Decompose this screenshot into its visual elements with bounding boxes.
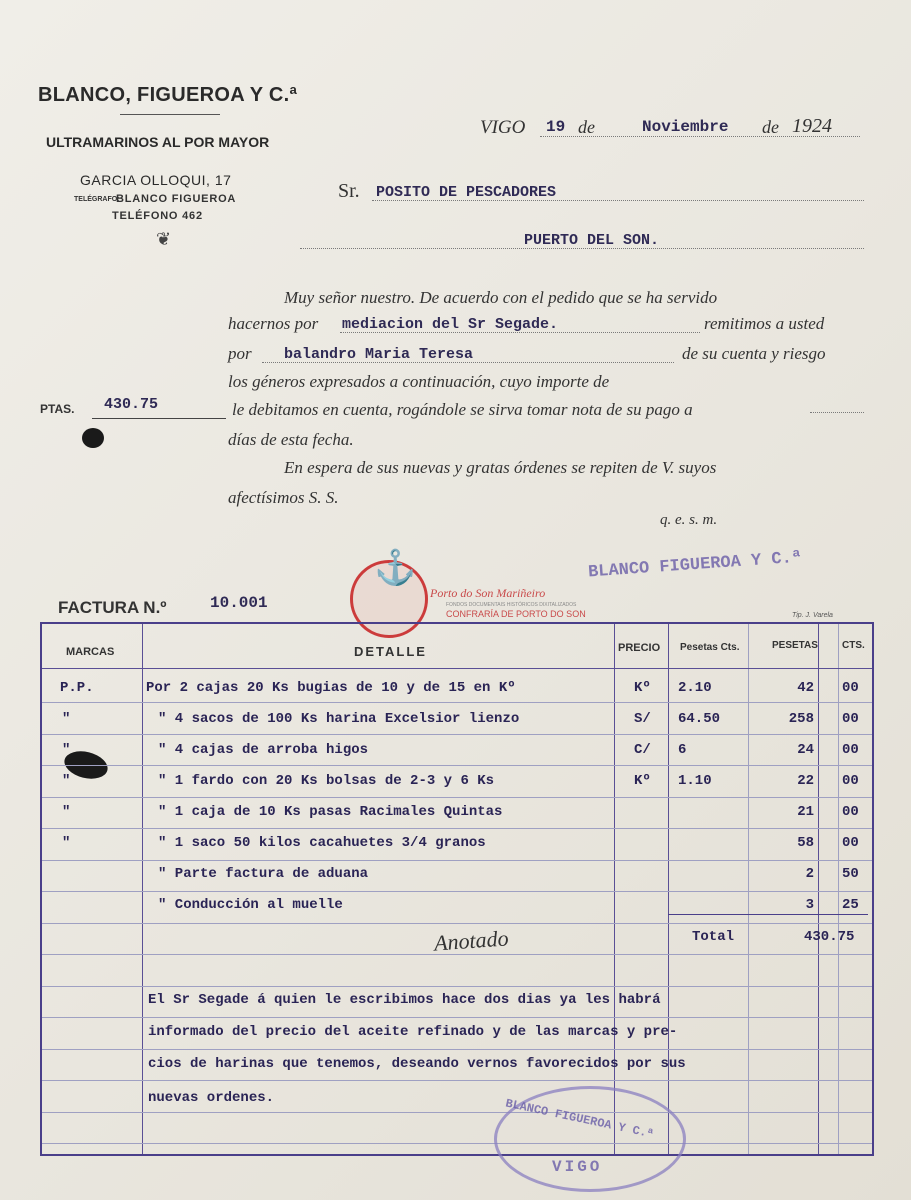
letter-line-7: En espera de sus nuevas y gratas órdenes se repiten de V. suyos bbox=[284, 458, 717, 477]
row-pesetas: 2 bbox=[805, 866, 814, 882]
factura-label: FACTURA N.º bbox=[58, 598, 167, 617]
telegraph-address: BLANCO FIGUEROA bbox=[116, 193, 237, 205]
ruled-line bbox=[42, 1112, 872, 1113]
archive-logo-title: Porto do Son Mariñeiro bbox=[430, 586, 546, 600]
archive-logo-org: CONFRARÍA DE PORTO DO SON bbox=[446, 609, 586, 619]
letter-line-2a: hacernos por bbox=[228, 314, 319, 333]
row-cts: 00 bbox=[842, 711, 859, 727]
ruled-line bbox=[42, 1143, 872, 1144]
row-detalle: " 1 caja de 10 Ks pasas Racimales Quintas bbox=[158, 804, 503, 820]
row-detalle: " Parte factura de aduana bbox=[158, 866, 369, 882]
header-pesetas: PESETAS bbox=[772, 640, 818, 651]
archive-logo-subtitle: FONDOS DOCUMENTAIS HISTÓRICOS DIXITALIZADOS bbox=[446, 602, 577, 608]
letter-line-6: días de esta fecha. bbox=[228, 430, 354, 449]
note-line-4: nuevas ordenes. bbox=[148, 1090, 275, 1106]
note-line-1: El Sr Segade á quien le escribimos hace dos dias ya les habrá bbox=[148, 992, 661, 1008]
letter-qesm: q. e. s. m. bbox=[660, 512, 718, 528]
ruled-line bbox=[42, 860, 872, 861]
letter-line-8: afectísimos S. S. bbox=[228, 488, 339, 507]
row-marca: " bbox=[62, 804, 71, 820]
vessel-dotted-line bbox=[262, 362, 674, 363]
firm-phone: TELÉFONO 462 bbox=[112, 210, 203, 222]
date-city: VIGO bbox=[480, 117, 526, 138]
ruled-line bbox=[42, 765, 872, 766]
printer-credit: Tip. J. Varela bbox=[792, 612, 833, 619]
row-cts: 00 bbox=[842, 742, 859, 758]
recipient-place: PUERTO DEL SON. bbox=[524, 232, 660, 249]
letter-line-3b: de su cuenta y riesgo bbox=[682, 344, 826, 363]
ornament-icon: ❦ bbox=[156, 229, 172, 249]
row-detalle: " Conducción al muelle bbox=[158, 897, 343, 913]
total-label: Total bbox=[692, 929, 735, 945]
ink-stain bbox=[82, 428, 104, 448]
row-detalle: " 1 fardo con 20 Ks bolsas de 2-3 y 6 Ks bbox=[158, 773, 495, 789]
letter-line-1: Muy señor nuestro. De acuerdo con el pedido que se ha servido bbox=[284, 288, 718, 307]
ruled-line bbox=[42, 1080, 872, 1081]
row-detalle: " 4 cajas de arroba higos bbox=[158, 742, 369, 758]
ruled-line bbox=[42, 923, 872, 924]
factura-number: 10.001 bbox=[210, 594, 268, 612]
firm-trade: ULTRAMARINOS AL POR MAYOR bbox=[46, 134, 270, 150]
row-cts: 00 bbox=[842, 773, 859, 789]
column-divider bbox=[614, 624, 615, 1154]
date-month: Noviembre bbox=[642, 118, 729, 136]
note-line-2: informado del precio del aceite refinado y de las marcas y pre- bbox=[148, 1024, 678, 1040]
ruled-line bbox=[42, 1049, 872, 1050]
ptas-amount: 430.75 bbox=[104, 396, 159, 413]
ptas-label: PTAS. bbox=[40, 402, 75, 416]
date-de-2: de bbox=[762, 117, 779, 137]
row-cts: 00 bbox=[842, 804, 859, 820]
row-detalle: Por 2 cajas 20 Ks bugias de 10 y de 15 en Kº bbox=[146, 680, 516, 696]
row-price: 1.10 bbox=[678, 773, 712, 789]
note-line-3: cios de harinas que tenemos, deseando vernos favorecidos por sus bbox=[148, 1056, 686, 1072]
row-marca: P.P. bbox=[60, 680, 94, 696]
ruled-line bbox=[42, 828, 872, 829]
row-pesetas: 24 bbox=[797, 742, 814, 758]
row-cts: 25 bbox=[842, 897, 859, 913]
ruled-line bbox=[42, 797, 872, 798]
header-marcas: MARCAS bbox=[66, 646, 115, 658]
row-pesetas: 42 bbox=[797, 680, 814, 696]
recipient-name: POSITO DE PESCADORES bbox=[376, 184, 557, 201]
ruled-line bbox=[42, 891, 872, 892]
signature-stamp: BLANCO FIGUEROA Y C.ª bbox=[587, 548, 803, 583]
row-cts: 00 bbox=[842, 680, 859, 696]
total-rule bbox=[668, 914, 868, 915]
row-detalle: " 1 saco 50 kilos cacahuetes 3/4 granos bbox=[158, 835, 486, 851]
telegraph-label: TELÉGRAFO: bbox=[74, 196, 120, 203]
ptas-underline bbox=[92, 418, 226, 419]
ruled-line bbox=[42, 1017, 872, 1018]
letter-line-2b: remitimos a usted bbox=[704, 314, 825, 333]
column-divider bbox=[818, 624, 819, 1154]
date-de-1: de bbox=[578, 117, 595, 137]
firm-name: BLANCO, FIGUEROA Y C.ª bbox=[38, 84, 298, 106]
anchor-icon: ⚓ bbox=[374, 549, 417, 587]
header-pesetas-cts: Pesetas Cts. bbox=[680, 642, 740, 653]
row-marca: " bbox=[62, 742, 71, 758]
anotado-handwritten: Anotado bbox=[433, 925, 510, 956]
letter-line-5: le debitamos en cuenta, rogándole se sirva tomar nota de su pago a bbox=[232, 400, 693, 419]
via-dotted-line bbox=[340, 332, 700, 333]
ruled-line bbox=[42, 986, 872, 987]
row-marca: " bbox=[62, 773, 71, 789]
header-precio: PRECIO bbox=[618, 642, 661, 654]
row-cts: 00 bbox=[842, 835, 859, 851]
ruled-line bbox=[42, 702, 872, 703]
row-price: 2.10 bbox=[678, 680, 712, 696]
total-amount: 430.75 bbox=[804, 929, 855, 945]
column-divider bbox=[838, 624, 839, 1154]
invoice-table bbox=[40, 622, 874, 1156]
oval-stamp-top: BLANCO FIGUEROA Y C.ª bbox=[504, 1096, 656, 1142]
letter-line-3a: por bbox=[228, 344, 252, 363]
letter-via: mediacion del Sr Segade. bbox=[342, 316, 559, 333]
place-dotted-line bbox=[300, 248, 864, 249]
date-dotted-line bbox=[540, 136, 860, 137]
row-detalle: " 4 sacos de 100 Ks harina Excelsior lienzo bbox=[158, 711, 520, 727]
days-dotted-line bbox=[810, 412, 864, 413]
column-divider bbox=[748, 624, 749, 1154]
ruled-line bbox=[42, 734, 872, 735]
row-marca: " bbox=[62, 835, 71, 851]
row-pesetas: 58 bbox=[797, 835, 814, 851]
column-divider bbox=[142, 624, 143, 1154]
recipient-dotted-line bbox=[372, 200, 864, 201]
row-pesetas: 258 bbox=[788, 711, 814, 727]
date-year: 1924 bbox=[792, 115, 832, 137]
row-unit: Kº bbox=[634, 680, 651, 696]
letter-line-4: los géneros expresados a continuación, cuyo importe de bbox=[228, 372, 610, 391]
row-price: 6 bbox=[678, 742, 687, 758]
row-pesetas: 22 bbox=[797, 773, 814, 789]
column-divider bbox=[668, 624, 669, 1154]
header-detalle: DETALLE bbox=[354, 644, 427, 659]
header-rule bbox=[42, 668, 872, 669]
row-unit: S/ bbox=[634, 711, 651, 727]
row-unit: C/ bbox=[634, 742, 651, 758]
oval-stamp-bottom: VIGO bbox=[552, 1158, 603, 1176]
row-cts: 50 bbox=[842, 866, 859, 882]
row-marca: " bbox=[62, 711, 71, 727]
row-price: 64.50 bbox=[678, 711, 721, 727]
date-day: 19 bbox=[546, 118, 566, 136]
letter-vessel: balandro Maria Teresa bbox=[284, 346, 474, 363]
firm-address: GARCIA OLLOQUI, 17 bbox=[80, 172, 232, 188]
row-unit: Kº bbox=[634, 773, 651, 789]
recipient-salutation: Sr. bbox=[338, 180, 360, 202]
header-cts: CTS. bbox=[842, 640, 865, 651]
row-pesetas: 3 bbox=[805, 897, 814, 913]
row-pesetas: 21 bbox=[797, 804, 814, 820]
firm-divider bbox=[120, 114, 220, 115]
